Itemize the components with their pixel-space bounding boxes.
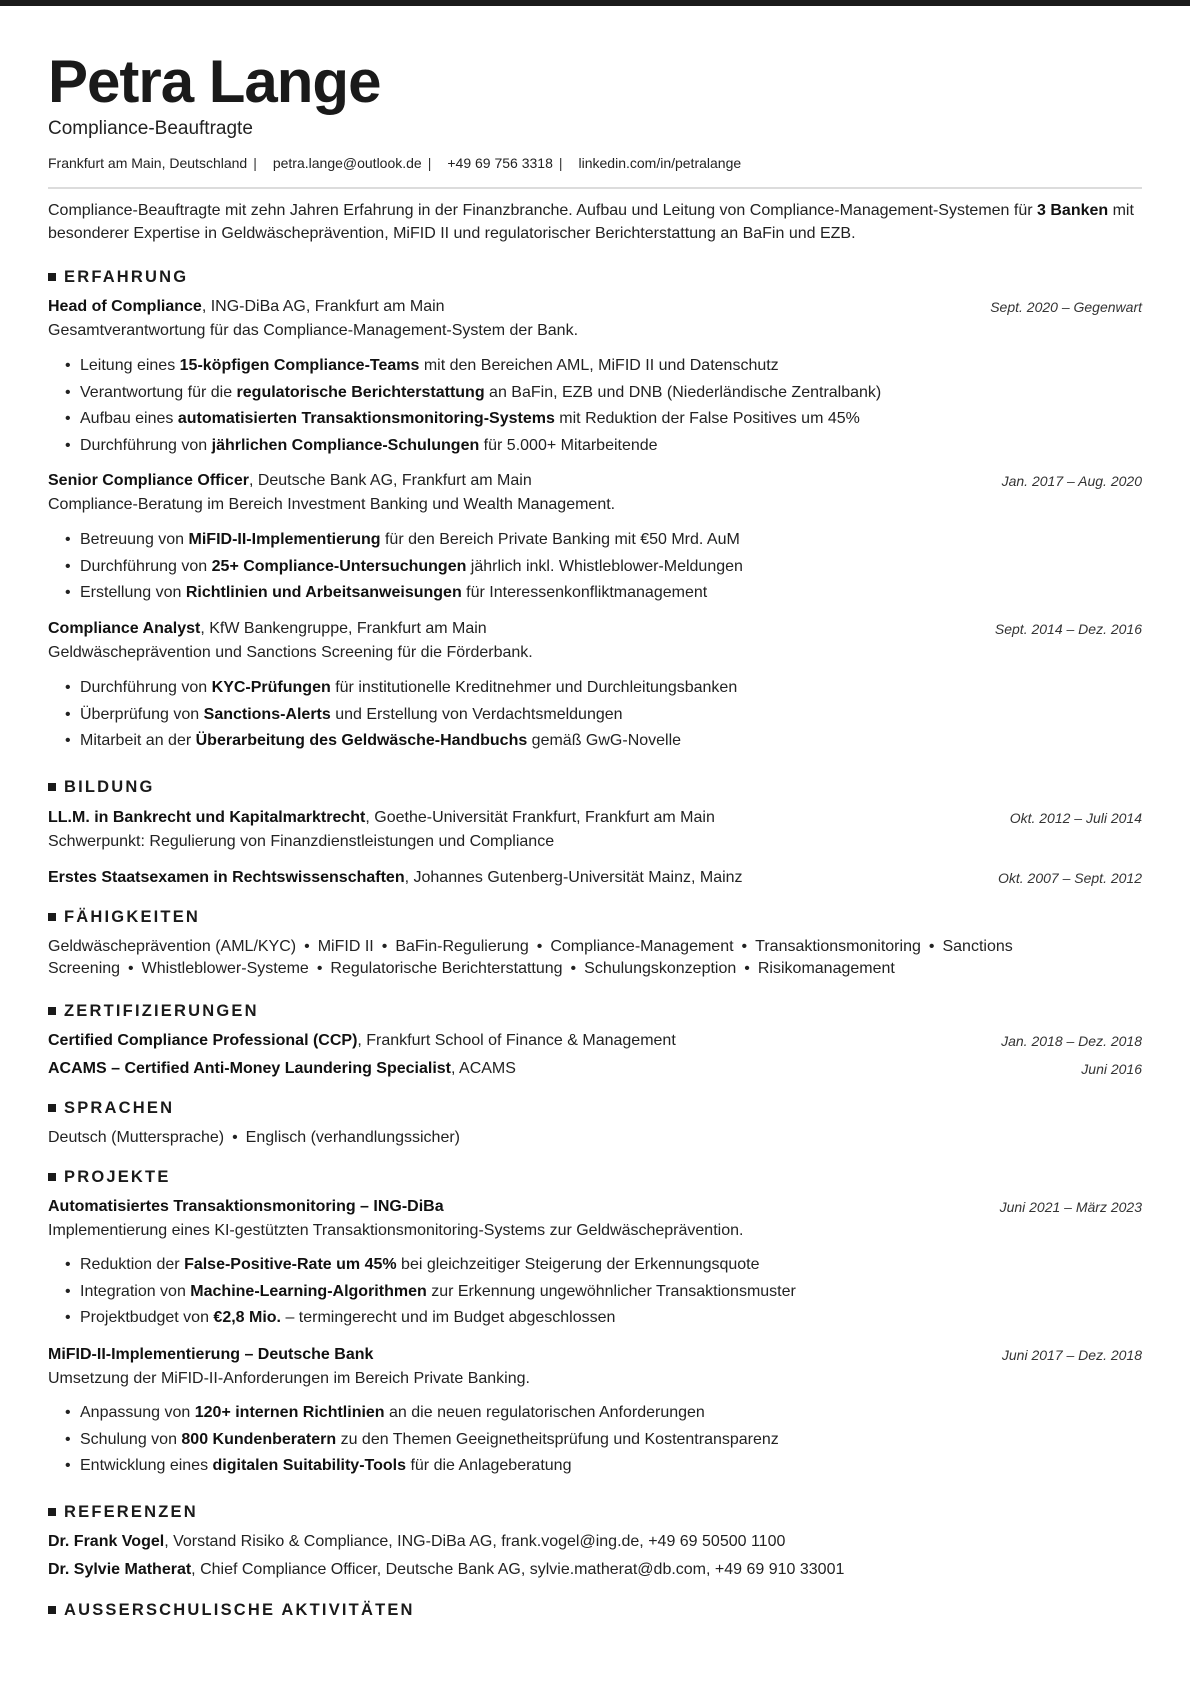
education-date: Okt. 2007 – Sept. 2012 xyxy=(998,870,1142,886)
skills-list xyxy=(48,936,1142,980)
job-date: Sept. 2014 – Dez. 2016 xyxy=(994,621,1142,637)
section-heading-skills xyxy=(48,907,200,927)
section-title: PROJEKTE xyxy=(64,1168,171,1186)
summary-text: Compliance-Beauftragte mit zehn Jahren Erfahrung in der Finanzbranche. Aufbau und Leitung von Compliance-Management-Systemen für xyxy=(48,202,1038,219)
education-entry xyxy=(48,807,1142,829)
job-date: Jan. 2017 – Aug. 2020 xyxy=(1001,473,1142,489)
reference-name: Dr. Frank Vogel xyxy=(48,1533,165,1550)
job-role: Compliance Analyst xyxy=(48,620,201,637)
certification-date: Juni 2016 xyxy=(1081,1061,1142,1077)
education-description: Schwerpunkt: Regulierung von Finanzdienstleistungen und Compliance xyxy=(48,833,555,850)
language-item: Englisch (verhandlungssicher) xyxy=(245,1129,460,1146)
job-bullets xyxy=(80,677,737,757)
section-title: SPRACHEN xyxy=(64,1099,175,1117)
job-description: Geldwäscheprävention und Sanctions Screening für die Förderbank. xyxy=(48,644,533,661)
bullet-item: • Durchführung von 25+ Compliance-Untersuchungen jährlich inkl. Whistleblower-Meldungen xyxy=(80,556,743,583)
bullet-item: • Reduktion der False-Positive-Rate um 45% bei gleichzeitiger Steigerung der Erkennungsquote xyxy=(80,1254,796,1281)
bullet-item: • Entwicklung eines digitalen Suitability-Tools für die Anlageberatung xyxy=(80,1455,779,1482)
project-bullets xyxy=(80,1254,796,1334)
bullet-item: • Projektbudget von €2,8 Mio. – termingerecht und im Budget abgeschlossen xyxy=(80,1307,796,1334)
job-org: , Deutsche Bank AG, Frankfurt am Main xyxy=(248,472,532,489)
reference-entry xyxy=(48,1559,1142,1581)
degree: Erstes Staatsexamen in Rechtswissenschaften xyxy=(48,869,405,886)
header-divider xyxy=(48,187,1142,189)
bullet-item: • Anpassung von 120+ internen Richtlinien an die neuen regulatorischen Anforderungen xyxy=(80,1402,779,1429)
job-bullets xyxy=(80,529,743,609)
square-bullet-icon xyxy=(48,1007,56,1015)
job-date: Sept. 2020 – Gegenwart xyxy=(990,299,1142,315)
school: , Goethe-Universität Frankfurt, Frankfurt am Main xyxy=(365,809,715,826)
section-title: REFERENZEN xyxy=(64,1503,198,1521)
contact-line xyxy=(48,153,741,173)
reference-details: , Chief Compliance Officer, Deutsche Bank AG, sylvie.matherat@db.com, +49 69 910 33001 xyxy=(191,1561,845,1578)
education-entry xyxy=(48,867,1142,889)
bullet-item: • Erstellung von Richtlinien und Arbeitsanweisungen für Interessenkonfliktmanagement xyxy=(80,582,743,609)
project-description: Implementierung eines KI-gestützten Transaktionsmonitoring-Systems zur Geldwäscheprävention. xyxy=(48,1222,744,1239)
skills-line: Screening • Whistleblower-Systeme • Regulatorische Berichterstattung • Schulungskonzeption • Risikomanagement xyxy=(48,960,895,977)
certification-issuer: , ACAMS xyxy=(451,1060,516,1077)
skills-line: Geldwäscheprävention (AML/KYC) • MiFID II • BaFin-Regulierung • Compliance-Management • Transaktionsmonitoring • Sanctions xyxy=(48,938,1013,955)
section-heading-languages xyxy=(48,1098,174,1118)
job-title: Compliance-Beauftragte xyxy=(48,118,253,139)
certification-name: Certified Compliance Professional (CCP) xyxy=(48,1032,358,1049)
languages-list: Deutsch (Muttersprache) • Englisch (verhandlungssicher) xyxy=(48,1129,460,1146)
job-org: , KfW Bankengruppe, Frankfurt am Main xyxy=(200,620,487,637)
bullet-item: • Aufbau eines automatisierten Transaktionsmonitoring-Systems mit Reduktion der False Positives um 45% xyxy=(80,408,881,435)
job-description: Compliance-Beratung im Bereich Investment Banking und Wealth Management. xyxy=(48,496,616,513)
square-bullet-icon xyxy=(48,273,56,281)
square-bullet-icon xyxy=(48,913,56,921)
project-entry xyxy=(48,1344,1142,1366)
degree: LL.M. in Bankrecht und Kapitalmarktrecht xyxy=(48,809,366,826)
project-date: Juni 2021 – März 2023 xyxy=(999,1199,1142,1215)
contact-phone[interactable]: +49 69 756 3318 xyxy=(447,155,553,171)
job-org: , ING-DiBa AG, Frankfurt am Main xyxy=(201,298,445,315)
certification-entry xyxy=(48,1058,1142,1080)
bullet-item: • Überprüfung von Sanctions-Alerts und Erstellung von Verdachtsmeldungen xyxy=(80,704,737,731)
section-title: AUSSERSCHULISCHE AKTIVITÄTEN xyxy=(64,1601,415,1619)
section-title: ERFAHRUNG xyxy=(64,268,189,286)
contact-separator: | xyxy=(427,155,432,171)
summary xyxy=(48,199,1142,245)
bullet-item: • Integration von Machine-Learning-Algorithmen zur Erkennung ungewöhnlicher Transaktionsmuster xyxy=(80,1281,796,1308)
job-description: Gesamtverantwortung für das Compliance-Management-System der Bank. xyxy=(48,322,579,339)
project-description: Umsetzung der MiFID-II-Anforderungen im Bereich Private Banking. xyxy=(48,1370,530,1387)
bullet-item: • Schulung von 800 Kundenberatern zu den Themen Geeignetheitsprüfung und Kostentransparenz xyxy=(80,1429,779,1456)
square-bullet-icon xyxy=(48,1508,56,1516)
square-bullet-icon xyxy=(48,1104,56,1112)
job-role: Head of Compliance xyxy=(48,298,202,315)
section-heading-extracurricular xyxy=(48,1600,415,1620)
reference-entry xyxy=(48,1531,1142,1553)
project-title: Automatisiertes Transaktionsmonitoring – ING-DiBa xyxy=(48,1198,444,1215)
language-item: Deutsch (Muttersprache) xyxy=(48,1129,225,1146)
square-bullet-icon xyxy=(48,1606,56,1614)
certification-issuer: , Frankfurt School of Finance & Management xyxy=(357,1032,676,1049)
reference-name: Dr. Sylvie Matherat xyxy=(48,1561,192,1578)
bullet-item: • Verantwortung für die regulatorische Berichterstattung an BaFin, EZB und DNB (Niederländische Zentralbank) xyxy=(80,382,881,409)
contact-separator: | xyxy=(558,155,563,171)
summary-text: mit besonderer Expertise in Geldwäscheprävention, MiFID II und regulatorischer Berichterstattung an BaFin und EZB. xyxy=(48,202,1134,242)
project-date: Juni 2017 – Dez. 2018 xyxy=(1001,1347,1142,1363)
reference-details: , Vorstand Risiko & Compliance, ING-DiBa AG, frank.vogel@ing.de, +49 69 50500 1100 xyxy=(164,1533,786,1550)
section-heading-education xyxy=(48,777,155,797)
bullet-item: • Mitarbeit an der Überarbeitung des Geldwäsche-Handbuchs gemäß GwG-Novelle xyxy=(80,730,737,757)
project-entry xyxy=(48,1196,1142,1218)
contact-linkedin[interactable]: linkedin.com/in/petralange xyxy=(578,155,742,171)
experience-entry xyxy=(48,296,1142,318)
job-bullets xyxy=(80,355,881,461)
project-bullets xyxy=(80,1402,779,1482)
section-title: FÄHIGKEITEN xyxy=(64,908,201,926)
section-title: ZERTIFIZIERUNGEN xyxy=(64,1002,259,1020)
bullet-item: • Betreuung von MiFID-II-Implementierung für den Bereich Private Banking mit €50 Mrd. AuM xyxy=(80,529,743,556)
bullet-item: • Durchführung von jährlichen Compliance-Schulungen für 5.000+ Mitarbeitende xyxy=(80,435,881,462)
section-heading-references xyxy=(48,1502,198,1522)
bullet-item: • Leitung eines 15-köpfigen Compliance-Teams mit den Bereichen AML, MiFID II und Datenschutz xyxy=(80,355,881,382)
top-accent-bar xyxy=(0,0,1190,6)
job-role: Senior Compliance Officer xyxy=(48,472,249,489)
school: , Johannes Gutenberg-Universität Mainz, Mainz xyxy=(404,869,743,886)
project-title: MiFID-II-Implementierung – Deutsche Bank xyxy=(48,1346,374,1363)
contact-location: Frankfurt am Main, Deutschland xyxy=(48,155,248,171)
certification-name: ACAMS – Certified Anti-Money Laundering Specialist xyxy=(48,1060,452,1077)
certification-entry xyxy=(48,1030,1142,1052)
experience-entry xyxy=(48,618,1142,640)
bullet-item: • Durchführung von KYC-Prüfungen für institutionelle Kreditnehmer und Durchleitungsbanken xyxy=(80,677,737,704)
square-bullet-icon xyxy=(48,783,56,791)
section-heading-projects xyxy=(48,1167,171,1187)
contact-separator: | xyxy=(253,155,257,171)
certification-date: Jan. 2018 – Dez. 2018 xyxy=(1001,1033,1142,1049)
experience-entry xyxy=(48,470,1142,492)
education-date: Okt. 2012 – Juli 2014 xyxy=(1009,810,1142,826)
summary-highlight: 3 Banken xyxy=(1037,202,1109,219)
section-title: BILDUNG xyxy=(64,778,155,796)
candidate-name: Petra Lange xyxy=(48,48,381,115)
section-heading-certifications xyxy=(48,1001,259,1021)
contact-email[interactable]: petra.lange@outlook.de xyxy=(272,155,422,171)
square-bullet-icon xyxy=(48,1173,56,1181)
section-heading-experience xyxy=(48,267,188,287)
